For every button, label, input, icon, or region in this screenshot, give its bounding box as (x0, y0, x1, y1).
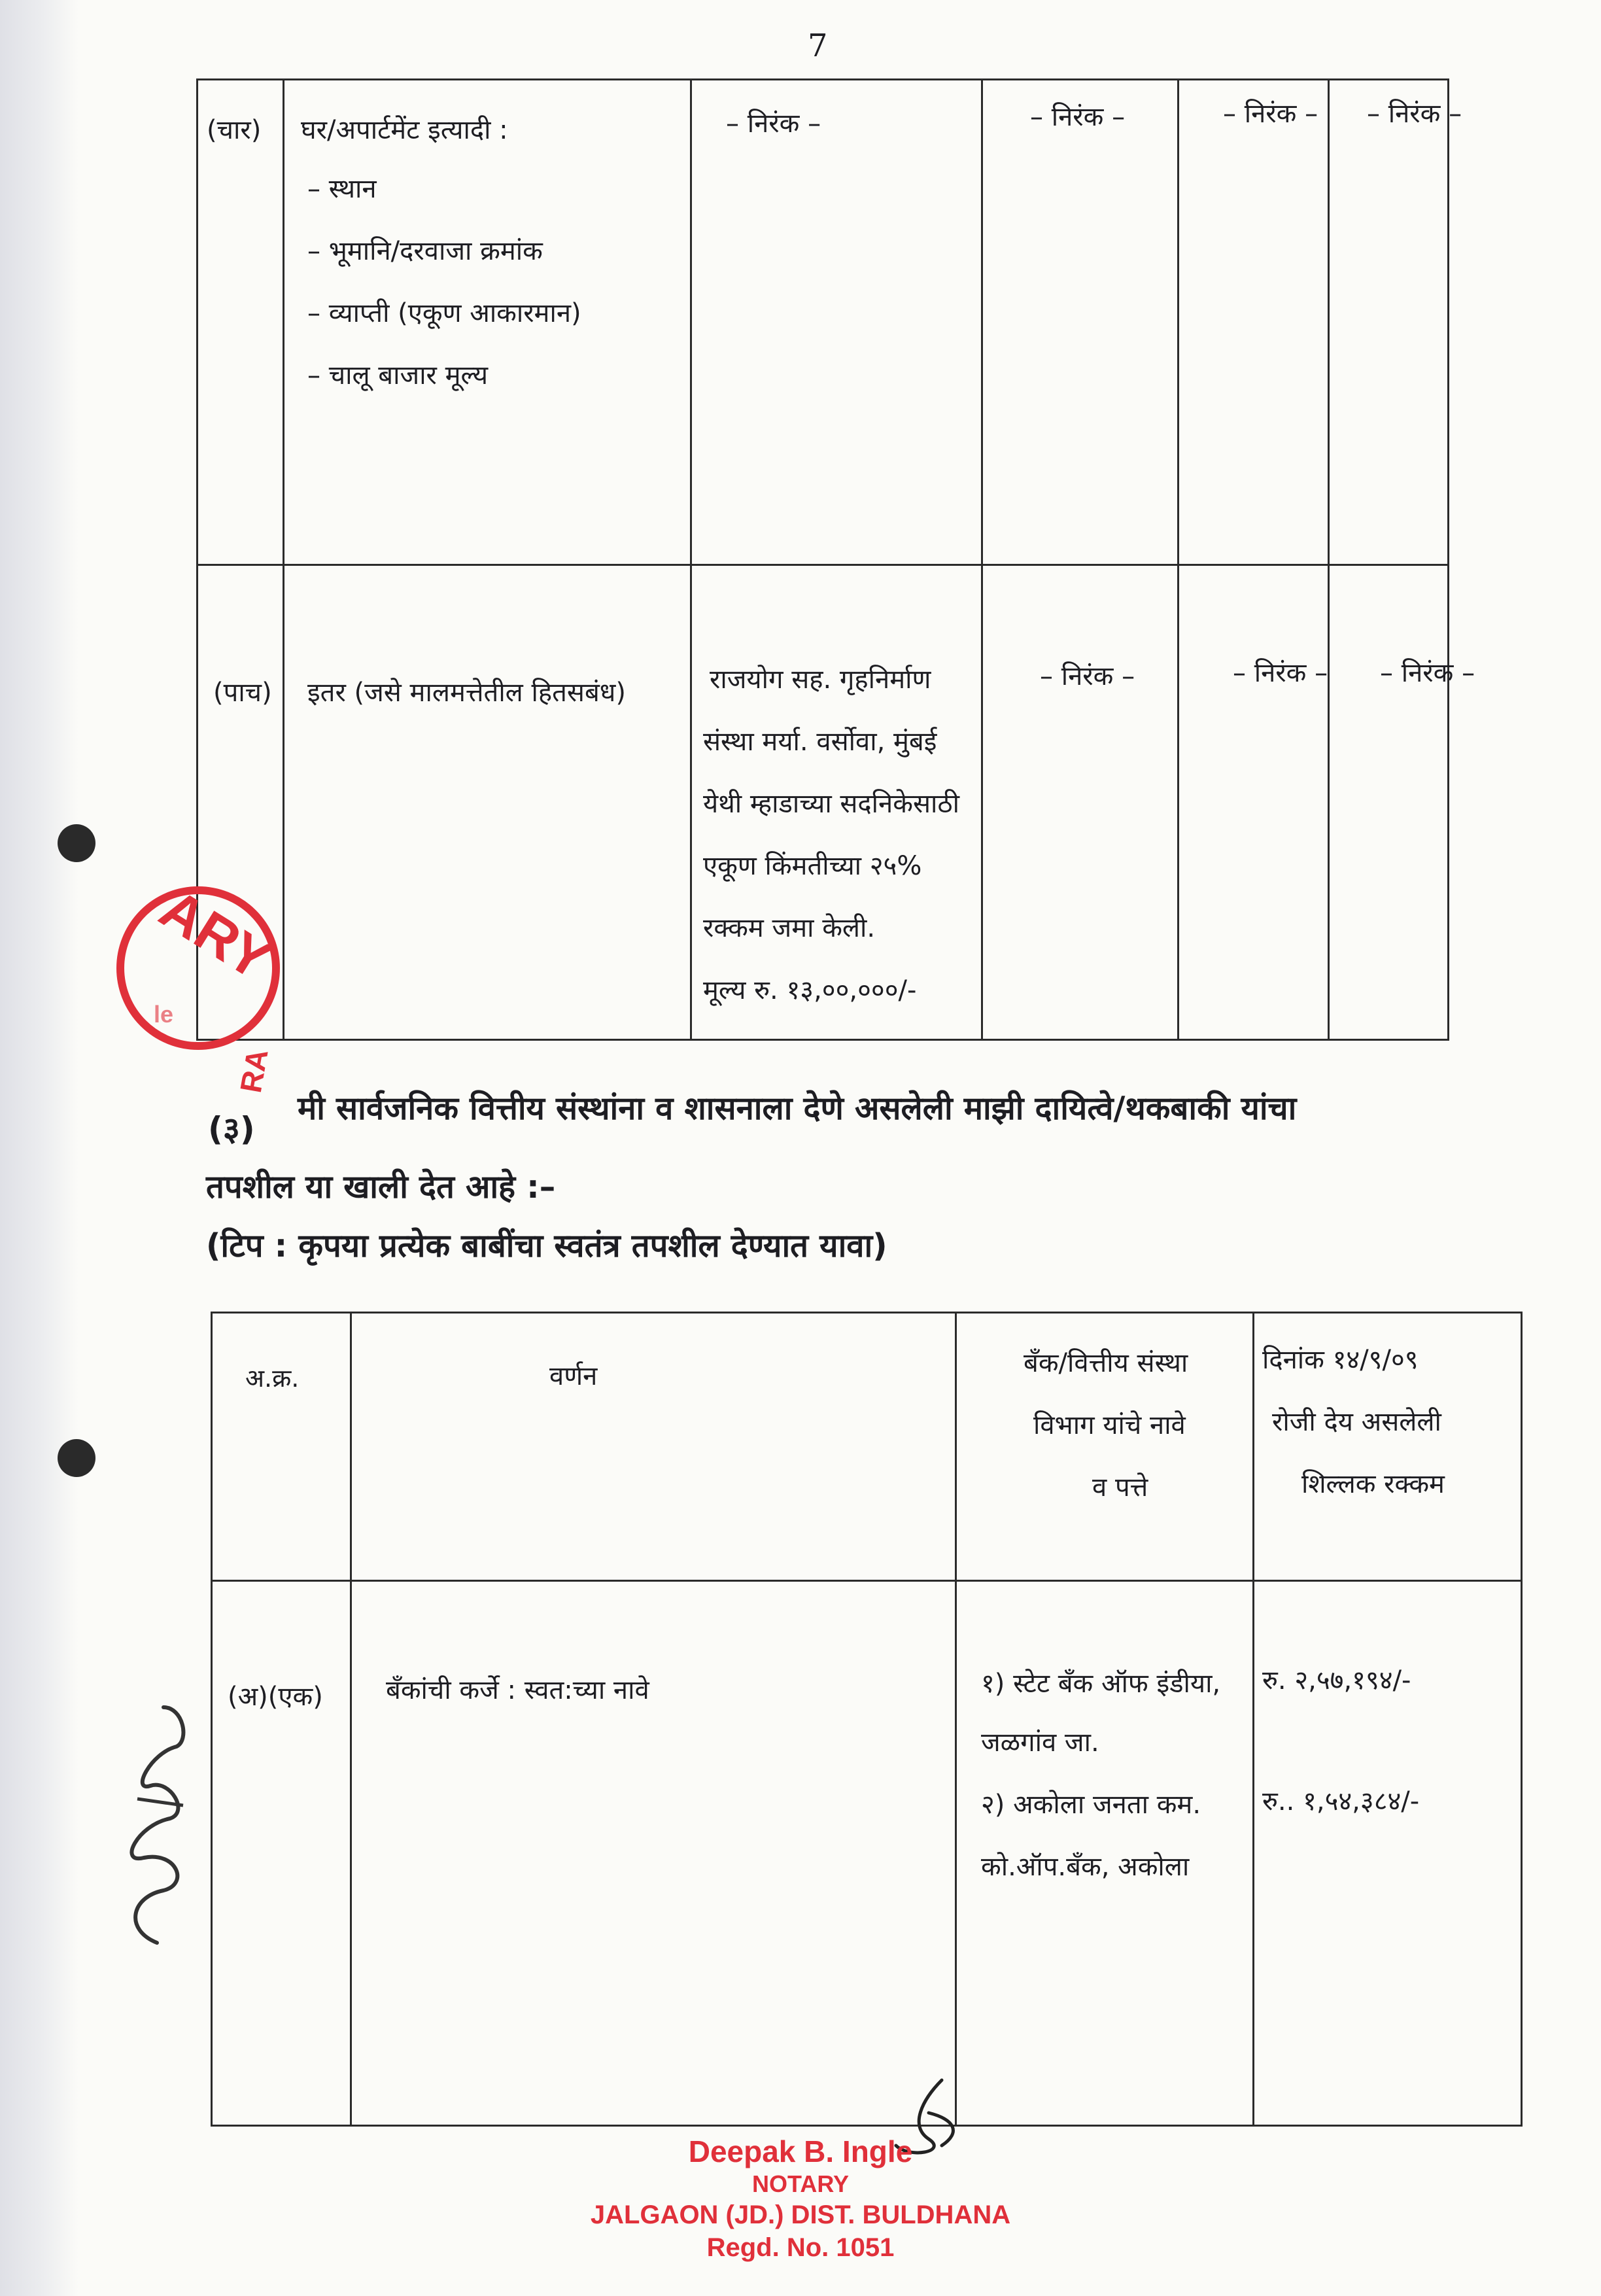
row-description: बँकांची कर्जे : स्वत:च्या नावे (386, 1675, 649, 1705)
notary-regd: Regd. No. 1051 (706, 2233, 895, 2262)
row-four-serial: (चार) (207, 115, 262, 145)
row-divider (211, 1580, 1521, 1582)
row-four-title: घर/अपार्टमेंट इत्यादी : (301, 115, 508, 145)
row-four-col4: – निरंक – (1030, 102, 1126, 132)
assets-table-border (196, 78, 1449, 1041)
notary-title: NOTARY (752, 2170, 849, 2197)
row-four-col5: – निरंक – (1223, 99, 1318, 129)
section-line1: मी सार्वजनिक वित्तीय संस्थांना व शासनाला देणे असलेली माझी दायित्वे/थकबाकी यांचा (298, 1090, 1297, 1127)
row-five-detail: संस्था मर्या. वर्सोवा, मुंबई (703, 727, 937, 757)
column-divider (1252, 1312, 1254, 2125)
header-serial: अ.क्र. (245, 1364, 300, 1393)
row-five-col4: – निरंक – (1040, 661, 1135, 691)
row-bank-line: जळगांव जा. (981, 1728, 1099, 1758)
punch-hole (58, 1439, 95, 1477)
page-edge-shadow (0, 0, 78, 2296)
column-divider (955, 1312, 957, 2125)
column-divider (981, 78, 983, 1039)
row-bank-line: २) अकोला जनता कम. (981, 1790, 1201, 1820)
row-amount: रु. २,५७,१९४/- (1262, 1665, 1411, 1696)
row-five-detail: येथी म्हाडाच्या सदनिकेसाठी (703, 789, 959, 819)
row-five-detail: रक्कम जमा केली. (703, 913, 876, 943)
margin-signature (111, 1681, 203, 1956)
header-bank-line: विभाग यांचे नावे (1033, 1410, 1186, 1440)
stamp-side-text: RA (233, 1046, 275, 1096)
row-four-item: – चालू बाजार मूल्य (307, 360, 489, 391)
header-amount-line: रोजी देय असलेली (1272, 1407, 1441, 1437)
row-bank-line: १) स्टेट बँक ऑफ इंडीया, (981, 1669, 1221, 1699)
row-five-col5: – निरंक – (1233, 658, 1328, 688)
row-bank-line: को.ऑप.बँक, अकोला (981, 1852, 1190, 1882)
stamp-round-text: ARY (149, 877, 282, 993)
row-five-title: इतर (जसे मालमत्तेतील हितसबंध) (307, 678, 626, 708)
row-five-col6: – निरंक – (1380, 658, 1475, 688)
column-divider (350, 1312, 352, 2125)
row-four-item: – भूमानि/दरवाजा क्रमांक (307, 236, 543, 266)
punch-hole (58, 824, 95, 862)
header-amount-line: शिल्लक रक्कम (1301, 1469, 1445, 1499)
header-amount-line: दिनांक १४/९/०९ (1262, 1345, 1419, 1375)
notary-place: JALGAON (JD.) DIST. BULDHANA (590, 2200, 1011, 2229)
header-bank-line: व पत्ते (1092, 1472, 1148, 1503)
row-four-item: – स्थान (307, 174, 377, 204)
row-amount: रु.. १,५४,३८४/- (1262, 1786, 1420, 1817)
section-note: (टिप : कृपया प्रत्येक बाबींचा स्वतंत्र तपशील देण्यात यावा) (206, 1227, 887, 1264)
row-five-detail: राजयोग सह. गृहनिर्माण (710, 665, 931, 695)
header-description: वर्णन (549, 1361, 598, 1391)
row-five-detail: एकूण किंमतीच्या २५% (703, 851, 922, 881)
stamp-inner-text: le (154, 1001, 174, 1028)
section-number: (३) (208, 1110, 255, 1148)
column-divider (283, 78, 284, 1039)
row-five-detail: मूल्य रु. १३,००,०००/- (703, 975, 917, 1005)
section-line2: तपशील या खाली देत आहे :– (206, 1168, 556, 1206)
row-five-serial: (पाच) (213, 678, 272, 708)
notary-name: Deepak B. Ingle (688, 2134, 913, 2168)
header-bank-line: बँक/वित्तीय संस्था (1024, 1348, 1188, 1378)
column-divider (690, 78, 692, 1039)
column-divider (1328, 78, 1330, 1039)
page-number: 7 (808, 27, 828, 64)
row-serial: (अ)(एक) (228, 1682, 323, 1712)
row-four-col3: – निरंक – (726, 109, 821, 139)
column-divider (1177, 78, 1179, 1039)
row-four-col6: – निरंक – (1367, 99, 1462, 129)
row-four-item: – व्याप्ती (एकूण आकारमान) (307, 298, 581, 328)
row-divider (196, 564, 1447, 566)
